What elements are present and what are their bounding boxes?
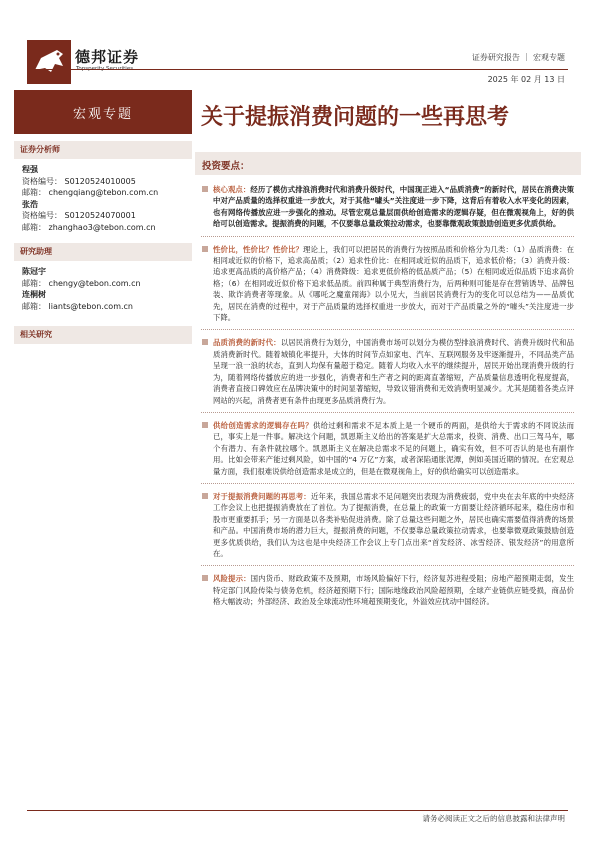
- analyst-cert: 资格编号： S0120524010005: [22, 176, 136, 186]
- rethink-paragraph: [201, 491, 574, 559]
- bullet-icon: [202, 493, 208, 499]
- footer-disclaimer: 请务必阅读正文之后的信息披露和法律声明: [422, 814, 565, 823]
- quality-era-paragraph: [201, 337, 574, 405]
- paragraph-lead: 对于提振消费问题的再思考：: [213, 491, 311, 501]
- assistant-email[interactable]: 邮箱： chengy@tebon.com.cn: [22, 278, 141, 288]
- paragraph-divider: [201, 329, 574, 330]
- paragraph-lead: 核心观点：: [213, 185, 251, 194]
- key-points-title: 投资要点：: [202, 161, 250, 172]
- value-paragraph: [201, 244, 574, 324]
- related-research-heading: 相关研究: [14, 326, 192, 344]
- key-points-header: [195, 152, 581, 175]
- assistant-email[interactable]: 邮箱： liants@tebon.com.cn: [22, 301, 134, 311]
- bullet-icon: [202, 575, 208, 581]
- footer-divider: [27, 810, 568, 811]
- risk-paragraph: [201, 573, 574, 607]
- analysts-heading: 证券分析师: [14, 141, 192, 159]
- report-type: 证券研究报告 ｜ 宏观专题: [471, 53, 565, 62]
- sidebar-banner: 宏观专题: [14, 90, 192, 134]
- report-title: 关于提振消费问题的一些再思考: [201, 104, 510, 130]
- paragraph-lead: 品质消费的新时代：: [213, 338, 281, 348]
- analysts-section: [14, 141, 192, 233]
- analyst-email[interactable]: 邮箱： chengqiang@tebon.com.cn: [22, 188, 159, 197]
- paragraph-body: 以居民消费行为划分，中国消费市场可以划分为模仿型排浪消费时代、消费升级时代和品质消费新时代。随着城镇化率提升，大体的时间节点如家电、汽车、互联网服务及牢逐渐提升，不同品类产品呈现一浪一浪的状态，直到人均保有量超于稳定。随着人均收入水平的继续提升，居民开始出现消费升级的行为，随着网络传播放应的进一步强化，消费者和生产者之间的距离直著缩短，产品质量信息透明化程度提高，消费者直接口碑效应在品牌决策中的时间显著缩短，导致议错消费和无效消费明显减少。尤其是随着各类点评网站的兴起，消费者更有条件由现更多品质消费行为。: [213, 338, 574, 405]
- paragraph-lead: 风险提示：: [213, 574, 251, 584]
- header-divider: [27, 69, 568, 70]
- paragraph-divider: [201, 565, 574, 566]
- bullet-icon: [202, 186, 208, 192]
- supply-demand-paragraph: [201, 420, 574, 477]
- assistants-heading: 研究助理: [14, 243, 192, 261]
- analyst-email[interactable]: 邮箱： zhanghao3@tebon.com.cn: [22, 222, 156, 232]
- analyst-name: 程强: [22, 165, 38, 174]
- bullet-icon: [202, 339, 208, 345]
- key-points-body: [201, 184, 574, 608]
- bullet-icon: [202, 422, 208, 428]
- related-research-section: [14, 326, 192, 344]
- paragraph-lead: 供给创造需求的逻辑存在吗？: [213, 420, 313, 430]
- bull-logo-icon: [27, 40, 71, 84]
- paragraph-divider: [201, 483, 574, 484]
- paragraph-body: 供给过剩和需求不足本质上是一个硬币的两面，是供给大于需求的不同说法而已，事实上是一件事。解决这个问题，凯恩斯主义给出的答案是扩大总需求，投资、消费、出口三驾马车，哪个有潜力、有条件就拉哪个。凯恩斯主义在解决总需求不足的问题上，确实有效，但不可否认的是也有副作用。比如会带来产能过剩风险，如中国的“4 万亿”方案，或者深陷通胀泥潭，例如美国近期的情况。在宏观总量方面，我们很难说供给创造需求是成立的，但是在微观视角上，好的供给确实可以创造需求。: [213, 420, 574, 476]
- paragraph-body: 理论上，我们可以把居民的消费行为按照品质和价格分为几类：（1）品质消费：在相同或近似的价格下，追求高品质；（2）追求性价比：在相同或近似的品质下，追求低价格；（3）消费升级：追求更高品质的高价格产品；（4）消费降级：追求更低价格的低品质产品；（5）在相同或近似品质下追求高价格；（6）在相同或近似价格下追求低品质。前四种属于典型消费行为，后两种则可能是存在营销诱导、品牌包装、欺诈消费者等现象。从《哪吒之魔童闹海》以小见大，当前居民消费行为的变化可以总结为——品质优先，居民在消费的过程中，对于产品质量的选择权重进一步放大，而对于产品质量之外的“噱头”关注度进一步下降。: [213, 244, 574, 323]
- assistant-name: 连桐树: [22, 290, 46, 299]
- assistants-section: [14, 243, 192, 312]
- analyst-name: 张浩: [22, 199, 38, 209]
- paragraph-divider: [201, 236, 574, 237]
- bullet-icon: [202, 246, 208, 252]
- sidebar: [14, 90, 192, 344]
- paragraph-body: 近年来，我国总需求不足问题突出表现为消费疲弱，党中央在去年底的中央经济工作会议上也把提振消费放在了首位。为了提振消费，在总量上的政策一方面要让经济循环起来，稳住房市和股市更重要抓手；另一方面是以各类补贴促进消费。除了总量这些问题之外，居民也确实需要值得消费的场景和产品。中国消费市场的潜力巨大，提振消费的问题，不仅要靠总量政策拉动需求，也要靠微观政策鼓励创造更多优质供给，我们认为这也是中央经济工作会议上专门点出来“首发经济、冰雪经济、银发经济”的用意所在。: [213, 491, 574, 558]
- report-date: 2025 年 02 月 13 日: [487, 75, 565, 84]
- paragraph-lead: 性价比，性价比？性价比？: [213, 244, 303, 254]
- company-logo: [27, 40, 177, 85]
- paragraph-divider: [201, 412, 574, 413]
- logo-name-en: Topsperity Securities: [76, 66, 134, 72]
- logo-name-cn: 德邦证券: [75, 48, 140, 66]
- core-view-paragraph: [201, 184, 574, 230]
- paragraph-body: 国内货币、财政政策不及预期，市场风险偏好下行，经济复苏进程受阻；房地产超预期走弱，发生特定部门风险传染与债务危机，经济超预期下行；国际地缘政治风险超预期，全球产业链供应链受损，商品价格大幅波动；外部经济、政治及全球流动性环境超预期变化，外溢效应扰动中国经济。: [213, 574, 574, 607]
- analyst-cert: 资格编号： S0120524070001: [22, 211, 136, 220]
- paragraph-body: 经历了模仿式排浪消费时代和消费升级时代，中国现正进入“品质消费”的新时代，居民在消费决策中对产品质量的选择权重进一步放大，对于其他“噱头”关注度进一步下降，这背后有着收入水平变化的因素，也有网络传播放应进一步强化的推动。尽管宏观总量层面供给创造需求的逻辑存疑，但在微观视角上，好的供给可以创造需求。提振消费的问题，不仅要靠总量政策拉动需求，也要靠微观政策鼓励创造更多优质供给。: [213, 185, 574, 229]
- assistant-name: 陈冠宇: [22, 267, 46, 276]
